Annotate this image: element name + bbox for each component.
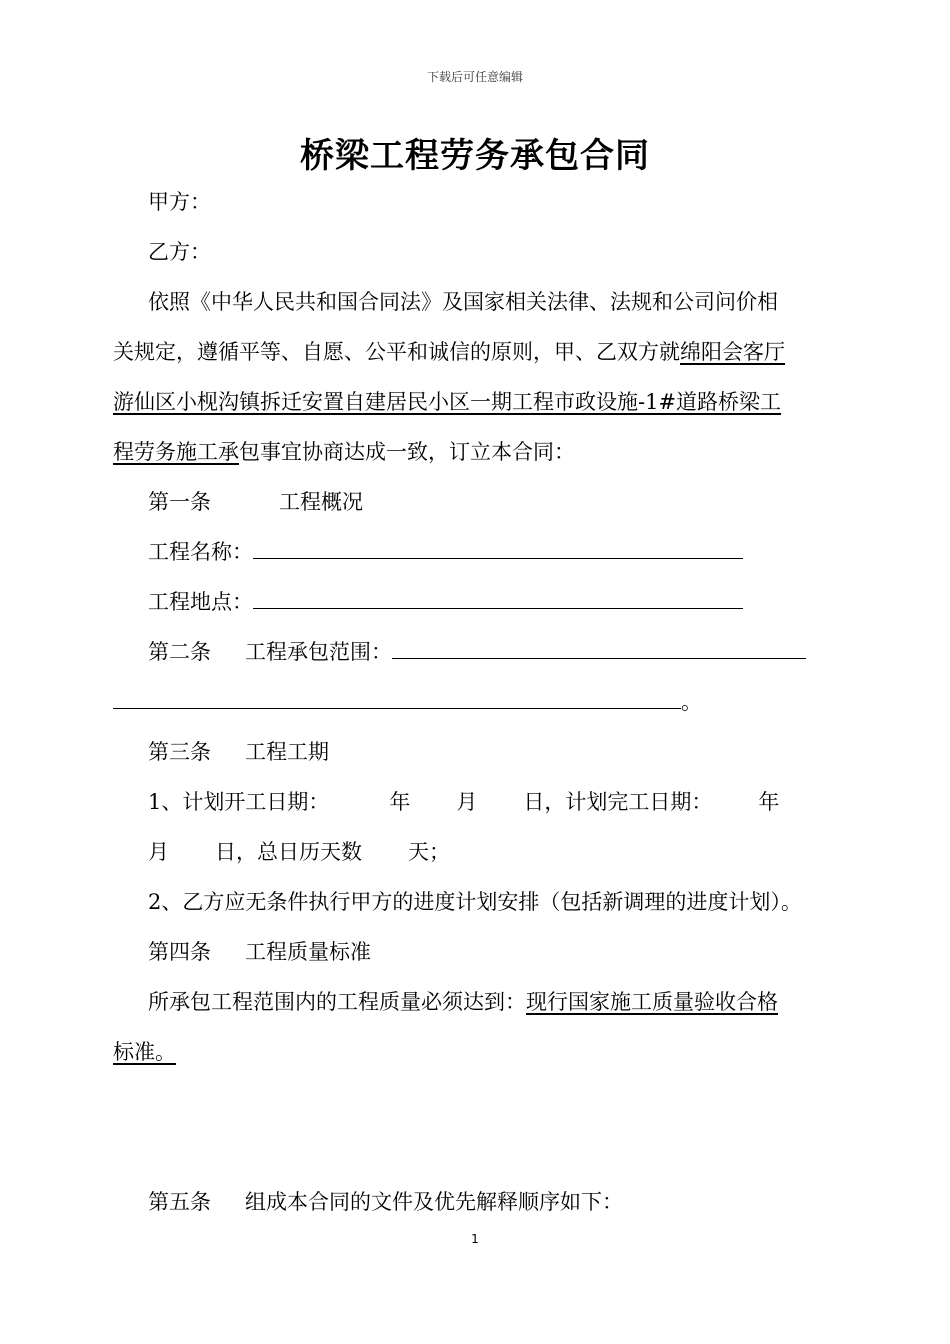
article-5-number: 第五条 <box>148 1190 211 1214</box>
project-name-label: 工程名称： <box>148 540 253 564</box>
start-month: 月 <box>456 790 478 814</box>
scope-blank-2[interactable] <box>113 688 681 709</box>
intro-line-4-text: 包事宜协商达成一致，订立本合同： <box>239 440 575 464</box>
scope-end-mark: 。 <box>681 690 702 714</box>
intro-line-2-project: 绵阳会客厅 <box>680 340 785 364</box>
project-name-row <box>148 538 743 566</box>
scope-continuation-row <box>113 688 702 716</box>
article-4-title: 工程质量标准 <box>245 940 371 964</box>
intro-line-2 <box>113 338 785 366</box>
project-name-blank[interactable] <box>253 538 743 559</box>
quality-text: 所承包工程范围内的工程质量必须达到： <box>148 990 526 1014</box>
schedule-line-1 <box>148 788 779 816</box>
document-title: 桥梁工程劳务承包合同 <box>300 136 650 176</box>
article-1-heading <box>148 488 363 516</box>
article-5-heading <box>148 1188 623 1216</box>
intro-line-1: 依照《中华人民共和国合同法》及国家相关法律、法规和公司问价相 <box>148 290 778 314</box>
article-4-heading <box>148 938 371 966</box>
article-4-number: 第四条 <box>148 940 211 964</box>
party-b-label: 乙方： <box>148 240 211 264</box>
header-note: 下载后可任意编辑 <box>426 70 523 84</box>
intro-line-4-project: 程劳务施工承 <box>113 440 239 464</box>
project-location-label: 工程地点： <box>148 590 253 614</box>
schedule-line-3: 2、乙方应无条件执行甲方的进度计划安排（包括新调理的进度计划）。 <box>148 890 802 914</box>
article-2-heading <box>148 638 806 666</box>
article-1-title: 工程概况 <box>279 490 363 514</box>
article-2-title: 工程承包范围： <box>245 640 392 664</box>
article-3-title: 工程工期 <box>245 740 329 764</box>
intro-line-2-text: 关规定，遵循平等、自愿、公平和诚信的原则，甲、乙双方就 <box>113 340 680 364</box>
article-1-number: 第一条 <box>148 490 211 514</box>
start-day-and-finish-label: 日，计划完工日期： <box>523 790 713 814</box>
project-location-row <box>148 588 743 616</box>
article-3-heading <box>148 738 329 766</box>
article-2-number: 第二条 <box>148 640 211 664</box>
party-a-label: 甲方： <box>148 190 211 214</box>
intro-line-4 <box>113 438 575 466</box>
start-date-label: 1、计划开工日期： <box>148 790 330 814</box>
quality-line-1 <box>148 988 778 1016</box>
finish-day-and-total: 日，总日历天数 <box>215 840 362 864</box>
total-days-unit: 天； <box>408 840 450 864</box>
intro-line-3 <box>113 388 781 416</box>
quality-line-2 <box>113 1038 186 1066</box>
quality-standard-end: 标准。 <box>113 1040 176 1064</box>
finish-year: 年 <box>758 790 780 814</box>
intro-line-3-project: 游仙区小枧沟镇拆迁安置自建居民小区一期工程市政设施-1#道路桥梁工 <box>113 390 782 414</box>
page-number: 1 <box>471 1232 479 1246</box>
schedule-line-2 <box>148 838 450 866</box>
article-5-title: 组成本合同的文件及优先解释顺序如下： <box>245 1190 623 1214</box>
project-location-blank[interactable] <box>253 588 743 609</box>
quality-standard: 现行国家施工质量验收合格 <box>526 990 778 1014</box>
article-3-number: 第三条 <box>148 740 211 764</box>
scope-blank-1[interactable] <box>392 638 806 659</box>
finish-month: 月 <box>148 840 169 864</box>
start-year: 年 <box>389 790 411 814</box>
